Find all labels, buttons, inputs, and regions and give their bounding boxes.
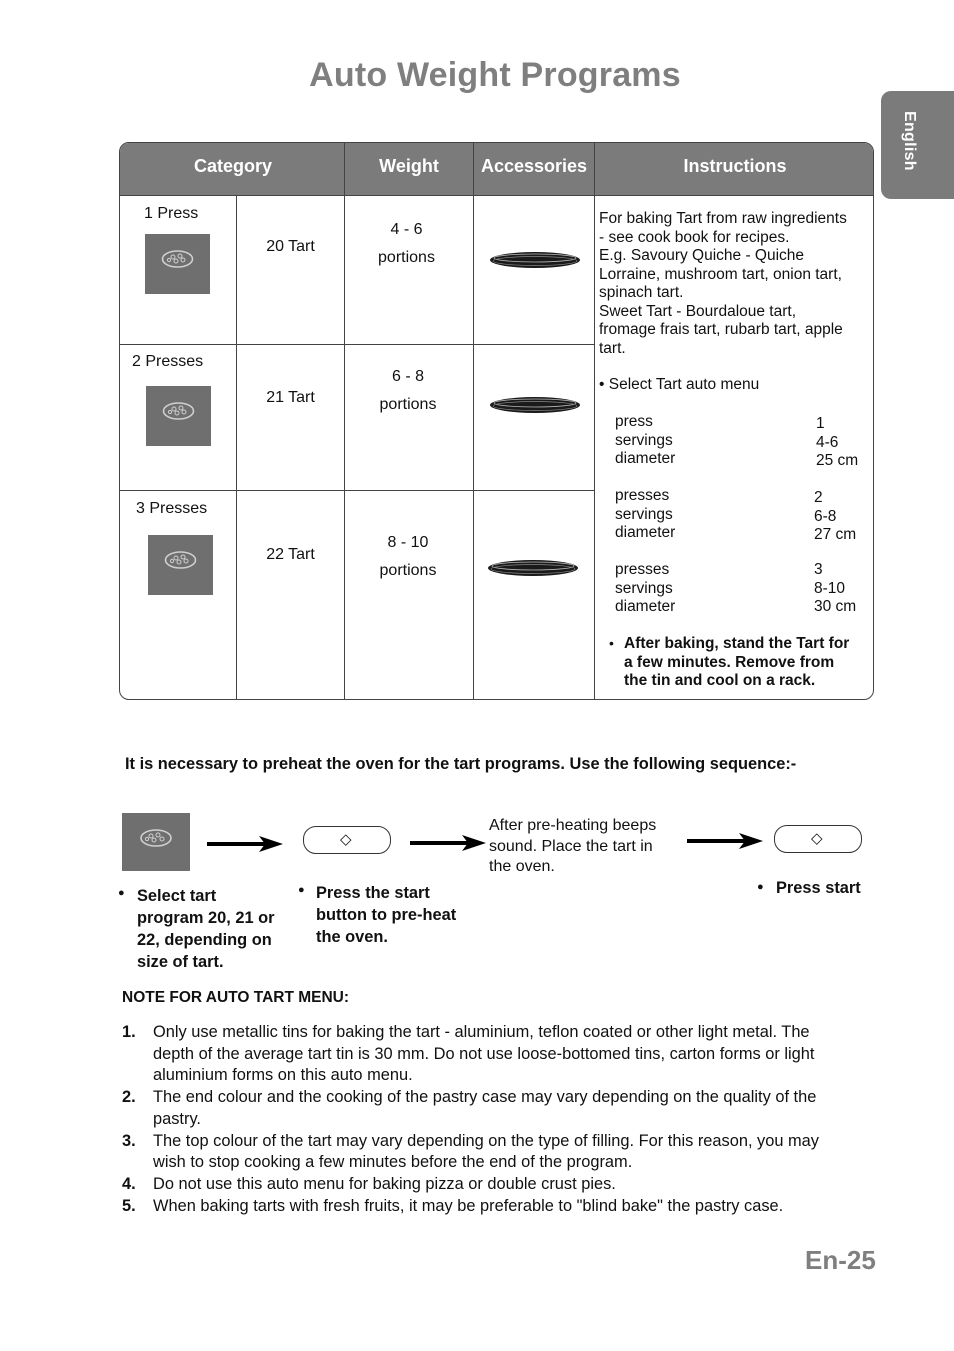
group-value: 2 [814,489,823,506]
after-baking-bullet: • [609,635,614,651]
note-number: 2. [122,1088,136,1107]
header-accessories: Accessories [480,156,588,176]
row-divider [120,490,595,491]
intro-line: Sweet Tart - Bourdaloue tart, [599,302,797,320]
start-button[interactable] [774,825,862,853]
group-value: 30 cm [814,598,857,615]
note-line: Only use metallic tins for baking the tart - aluminium, teflon coated or other light metal. The [153,1023,810,1041]
preheat-heading: It is necessary to preheat the oven for the tart programs. Use the following sequence:- [125,755,797,773]
group-label: servings [615,505,673,523]
intro-line: - see cook book for recipes. [599,228,790,246]
note-item [122,1022,882,1087]
table-header [120,143,874,196]
column-divider [594,195,595,700]
start-icon: ◇ [811,830,823,847]
step-3-caption: Press start [776,879,861,897]
note-line: The top colour of the tart may vary depending on the type of filling. For this reason, you may [153,1131,819,1150]
header-divider [344,143,345,195]
step-1-line: 22, depending on [137,931,272,949]
step-3-bullet: ● [757,881,764,893]
step-1-bullet: ● [118,887,125,899]
after-baking-line: After baking, stand the Tart for [624,635,850,652]
column-divider [344,195,345,700]
group-label: press [615,413,653,430]
auto-weight-table [119,142,874,700]
page-number: En-25 [805,1245,876,1275]
header-divider [594,143,595,195]
note-line: The end colour and the cooking of the pastry case may vary depending on the quality of the [153,1088,817,1107]
tart-icon [145,234,210,294]
row-3-presses: 3 Presses [136,500,208,517]
note-item [122,1196,882,1218]
note-number: 5. [122,1196,136,1215]
note-number: 4. [122,1174,136,1193]
group-label: diameter [615,598,676,615]
note-line: wish to stop cooking a few minutes before the end of the program. [153,1153,633,1172]
baking-tray-icon [486,557,580,579]
note-item [122,1174,882,1196]
after-preheat-line: the oven. [489,858,555,875]
after-baking-note [624,635,874,691]
header-category: Category [193,156,273,176]
group-value: 3 [814,561,823,578]
instructions-intro [599,210,874,358]
group-label: servings [615,579,673,597]
note-number: 1. [122,1023,136,1041]
group-label: diameter [615,524,676,541]
note-item [122,1131,882,1174]
tart-icon [122,813,190,871]
group-value: 6-8 [814,507,837,525]
intro-line: tart. [599,339,626,357]
notes-list [122,1022,882,1217]
step-2-line: Press the start [316,884,430,902]
step-2-caption [316,882,456,948]
step-2-line: button to pre-heat [316,906,457,924]
tart-icon [148,535,213,595]
instruction-group-3-labels [615,561,675,617]
instruction-group-2-values [814,489,856,545]
row-3-weight-unit: portions [379,562,437,579]
after-preheat-line: sound. Place the tart in [489,837,653,855]
note-item [122,1087,882,1130]
after-baking-line: the tin and cool on a rack. [624,672,816,689]
tart-icon [146,386,211,446]
header-instructions: Instructions [683,156,787,176]
row-1-weight-unit: portions [378,249,435,266]
column-divider [473,195,474,700]
intro-line: E.g. Savoury Quiche - Quiche [599,247,805,264]
group-value: 4-6 [816,433,839,451]
after-preheat-line: After pre-heating beeps [489,817,657,834]
step-1-line: program 20, 21 or [137,909,275,927]
row-1-weight-range: 4 - 6 [390,221,423,238]
group-value: 25 cm [816,452,859,469]
notes-heading: NOTE FOR AUTO TART MENU: [122,989,350,1006]
intro-line: fromage frais tart, rubarb tart, apple [599,321,843,338]
arrow-right-icon [410,833,486,853]
column-divider [236,195,237,700]
start-icon: ◇ [340,831,352,848]
step-1-line: Select tart [137,887,217,905]
intro-line: For baking Tart from raw ingredients [599,210,847,227]
group-label: servings [615,431,673,449]
group-value: 27 cm [814,526,857,543]
step-2-line: the oven. [316,928,388,946]
language-tab [881,91,954,199]
note-number: 3. [122,1131,136,1150]
step-1-line: size of tart. [137,953,224,971]
group-label: presses [615,487,670,504]
note-line: Do not use this auto menu for baking pizza or double crust pies. [153,1174,616,1193]
baking-tray-icon [488,394,582,416]
intro-line: spinach tart. [599,284,684,301]
page-title: Auto Weight Programs [309,56,681,94]
language-tab-label: English [901,111,918,171]
row-3-program: 22 Tart [266,546,315,563]
step-1-caption [137,885,275,973]
row-2-weight-range: 6 - 8 [391,368,424,385]
note-line: When baking tarts with fresh fruits, it may be preferable to "blind bake" the pastry case. [153,1196,784,1215]
baking-tray-icon [488,249,582,271]
row-divider [120,344,595,345]
header-divider [473,143,474,195]
group-label: diameter [615,450,676,467]
row-3-weight-range: 8 - 10 [387,534,429,551]
note-line: aluminium forms on this auto menu. [153,1066,413,1085]
instruction-group-1-values [816,415,858,471]
select-tart-line: • Select Tart auto menu [599,376,760,393]
note-line: pastry. [153,1109,201,1128]
note-line: depth of the average tart tin is 30 mm. Do not use loose-bottomed tins, carton forms or light [153,1044,815,1063]
group-value: 1 [816,415,825,432]
arrow-right-icon [207,834,283,854]
group-value: 8-10 [814,579,846,597]
instruction-group-1-labels [615,413,675,469]
group-label: presses [615,561,670,578]
row-2-weight-unit: portions [379,396,437,413]
after-baking-line: a few minutes. Remove from [624,653,835,671]
step-2-bullet: ● [298,884,305,896]
instruction-group-2-labels [615,487,675,543]
row-2-program: 21 Tart [266,389,315,406]
row-1-program: 20 Tart [266,238,315,255]
row-2-presses: 2 Presses [132,353,204,370]
after-preheat-text [489,816,656,878]
header-weight: Weight [379,156,439,176]
intro-line: Lorraine, mushroom tart, onion tart, [599,265,842,283]
start-button[interactable] [303,826,391,854]
row-1-presses: 1 Press [144,205,199,222]
instruction-group-3-values [814,561,856,617]
arrow-right-icon [687,831,763,851]
